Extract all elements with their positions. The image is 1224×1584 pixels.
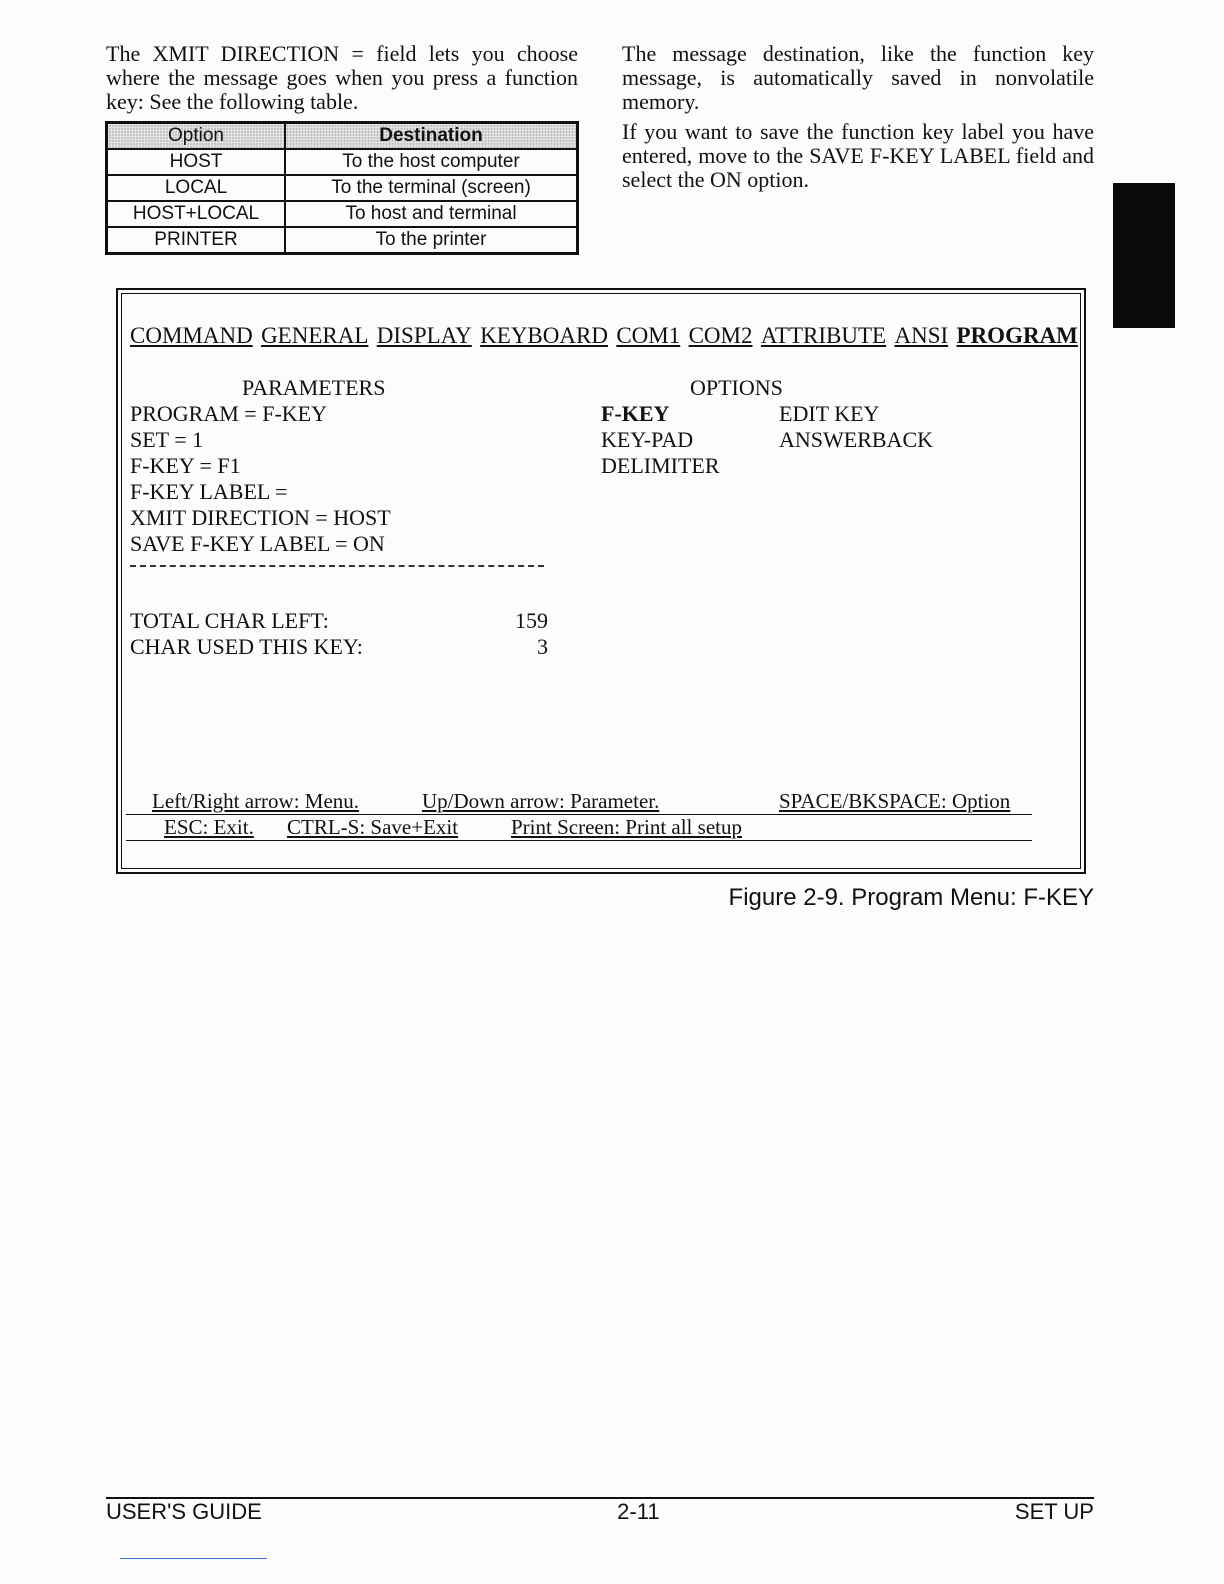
setup-menu-bar	[130, 323, 1078, 349]
table-cell: PRINTER	[107, 227, 286, 254]
option-answerback[interactable]: ANSWERBACK	[779, 427, 934, 452]
option-f-key[interactable]: F-KEY	[601, 401, 670, 426]
intro-paragraph: The XMIT DIRECTION = field lets you choose where the message goes when you press a function key: See the following table.	[106, 41, 578, 114]
help-line-2	[126, 816, 1032, 841]
option-key-pad[interactable]: KEY-PAD	[601, 427, 694, 452]
menu-ansi[interactable]: ANSI	[894, 323, 949, 348]
option-delimiter[interactable]: DELIMITER	[601, 453, 720, 478]
table-cell: HOST	[107, 149, 286, 175]
char-used-value: 3	[537, 634, 548, 659]
page-footer	[106, 1499, 1094, 1525]
menu-command[interactable]: COMMAND	[130, 323, 253, 348]
scan-artifact-line	[120, 1558, 267, 1559]
table-header: Destination	[285, 123, 578, 150]
separator-dashes	[130, 565, 544, 567]
total-char-left-value: 159	[515, 608, 548, 633]
figure-caption: Figure 2-9. Program Menu: F-KEY	[728, 884, 1094, 911]
table-header-row	[107, 123, 578, 150]
help-option-keys: SPACE/BKSPACE: Option	[779, 789, 1011, 813]
menu-program[interactable]: PROGRAM	[956, 323, 1078, 348]
right-paragraph-2: If you want to save the function key label you have entered, move to the SAVE F-KEY LABEL field and select the ON option.	[622, 119, 1094, 192]
menu-keyboard[interactable]: KEYBOARD	[480, 323, 608, 348]
table-cell: To the printer	[285, 227, 578, 254]
help-line-1	[126, 790, 1032, 815]
total-char-left-label: TOTAL CHAR LEFT:	[130, 608, 329, 633]
param-save-f-key-label[interactable]: SAVE F-KEY LABEL = ON	[130, 531, 385, 556]
destination-table	[105, 121, 579, 255]
footer-page-number: 2-11	[617, 1499, 660, 1524]
table-cell: To the terminal (screen)	[285, 175, 578, 201]
table-cell: To the host computer	[285, 149, 578, 175]
footer-guide-title: USER'S GUIDE	[106, 1499, 262, 1524]
options-heading: OPTIONS	[690, 375, 783, 400]
param-xmit-direction[interactable]: XMIT DIRECTION = HOST	[130, 505, 391, 530]
option-edit-key[interactable]: EDIT KEY	[779, 401, 880, 426]
parameters-heading: PARAMETERS	[242, 375, 386, 400]
help-save-exit: CTRL-S: Save+Exit	[287, 815, 459, 839]
table-header: Option	[107, 123, 286, 150]
param-set[interactable]: SET = 1	[130, 427, 204, 452]
param-f-key-label[interactable]: F-KEY LABEL =	[130, 479, 288, 504]
table-cell: To host and terminal	[285, 201, 578, 227]
help-menu-keys: Left/Right arrow: Menu.	[152, 789, 360, 813]
right-column	[622, 42, 1094, 198]
table-cell: HOST+LOCAL	[107, 201, 286, 227]
menu-attribute[interactable]: ATTRIBUTE	[760, 323, 887, 348]
help-print-setup: Print Screen: Print all setup	[511, 815, 742, 839]
table-cell: LOCAL	[107, 175, 286, 201]
table-row	[107, 201, 578, 227]
right-paragraph-1: The message destination, like the function key message, is automatically saved in nonvolatile memory.	[622, 41, 1094, 114]
setup-screen	[116, 288, 1086, 874]
menu-com2[interactable]: COM2	[688, 323, 753, 348]
menu-display[interactable]: DISPLAY	[376, 323, 472, 348]
param-f-key[interactable]: F-KEY = F1	[130, 453, 241, 478]
menu-general[interactable]: GENERAL	[261, 323, 369, 348]
char-used-label: CHAR USED THIS KEY:	[130, 634, 363, 659]
footer-section: SET UP	[1014, 1499, 1094, 1524]
help-parameter-keys: Up/Down arrow: Parameter.	[422, 789, 660, 813]
table-row	[107, 227, 578, 254]
section-tab-marker	[1113, 183, 1175, 328]
table-row	[107, 149, 578, 175]
help-esc-exit: ESC: Exit.	[164, 815, 254, 839]
param-program[interactable]: PROGRAM = F-KEY	[130, 401, 327, 426]
table-row	[107, 175, 578, 201]
menu-com1[interactable]: COM1	[616, 323, 681, 348]
